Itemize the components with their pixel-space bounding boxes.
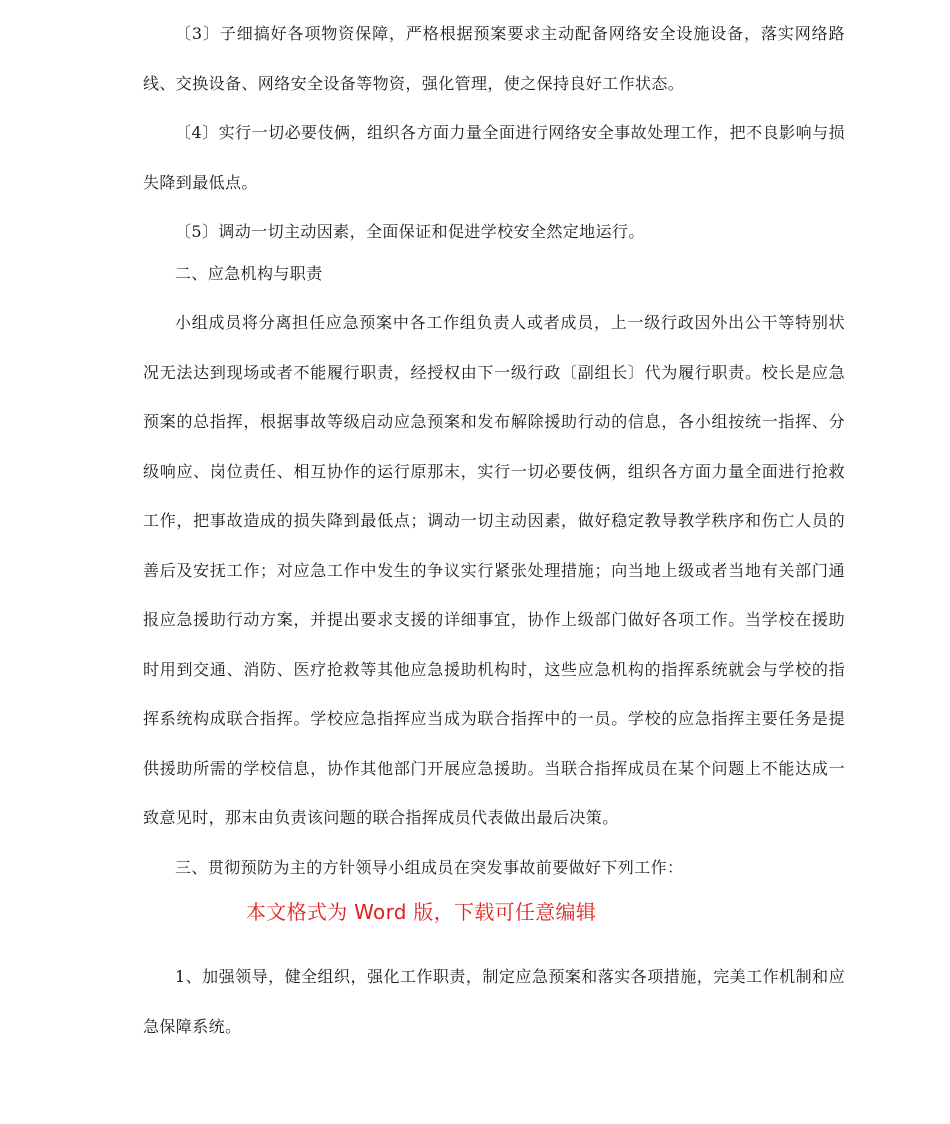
section-2-body: 小组成员将分离担任应急预案中各工作组负责人或者成员，上一级行政因外出公干等特别状况无法达到现场或者不能履行职责，经授权由下一级行政〔副组长〕代为履行职责。校长是应急预案的总指挥，根据事故等级启动应急预案和发布解除援助行动的信息，各小组按统一指挥、分级响应、岗位责任、相互协作的运行原那末，实行一切必要伎俩，组织各方面力量全面进行抢救工作，把事故造成的损失降到最低点；调动一切主动因素，做好稳定教导教学秩序和伤亡人员的善后及安抚工作；对应急工作中发生的争议实行紧张处理措施；向当地上级或者当地有关部门通报应急援助行动方案，并提出要求支援的详细事宜，协作上级部门做好各项工作。当学校在援助时用到交通、消防、医疗抢救等其他应急援助机构时，这些应急机构的指挥系统就会与学校的指挥系统构成联合指挥。学校应急指挥应当成为联合指挥中的一员。学校的应急指挥主要任务是提供援助所需的学校信息，协作其他部门开展应急援助。当联合指挥成员在某个问题上不能达成一致意见时，那末由负责该问题的联合指挥成员代表做出最后决策。 (143, 313, 845, 827)
section-heading-2: 二、应急机构与职责 (175, 263, 323, 283)
word-format-banner: 本文格式为 Word 版，下载可任意编辑 (246, 900, 597, 924)
document-page (143, 9, 845, 1051)
paragraph-item-4: 〔4〕实行一切必要伎俩，组织各方面力量全面进行网络安全事故处理工作，把不良影响与损失降到最低点。 (143, 123, 845, 192)
paragraph-item-5: 〔5〕调动一切主动因素，全面保证和促进学校安全然定地运行。 (175, 222, 645, 241)
item-1-paragraph: 1、加强领导，健全组织，强化工作职责，制定应急预案和落实各项措施，完美工作机制和应急保障系统。 (143, 967, 845, 1036)
section-heading-3: 三、贯彻预防为主的方针领导小组成员在突发事故前要做好下列工作： (175, 857, 684, 877)
paragraph-item-3: 〔3〕子细搞好各项物资保障，严格根据预案要求主动配备网络安全设施设备，落实网络路线、交换设备、网络安全设备等物资，强化管理，使之保持良好工作状态。 (143, 24, 845, 93)
